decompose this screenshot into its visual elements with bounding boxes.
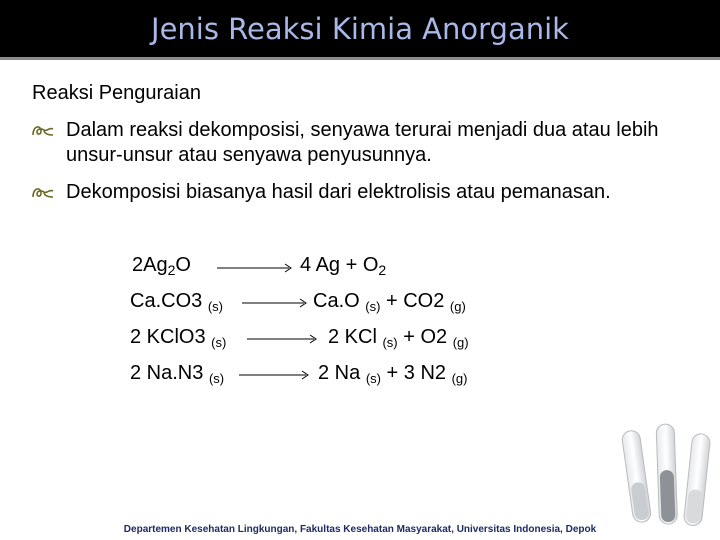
bullet-item xyxy=(30,180,720,205)
equation-4-product: 2 Na $_{(s)}$ + 3 N2 $_{(g)}$ xyxy=(318,362,468,386)
equation-3-product: 2 KCl $_{(s)}$ + O2 $_{(g)}$ xyxy=(328,326,469,350)
reaction-arrow xyxy=(237,369,312,381)
section-heading: Reaksi Penguraian xyxy=(32,82,201,104)
reaction-arrow xyxy=(240,297,310,309)
equation-4-reactant: 2 Na.N3 $_{(s)}$ xyxy=(130,362,225,386)
equation-3-reactant: 2 KClO3 $_{(s)}$ xyxy=(130,326,227,350)
equation-1-reactant: $2Ag_2O$ xyxy=(132,254,191,278)
footer-credit: Departemen Kesehatan Lingkungan, Fakultas Kesehatan Masyarakat, Universitas Indonesia, Depok xyxy=(123,524,597,535)
scroll-bullet-icon xyxy=(30,183,56,201)
title-bar xyxy=(0,0,720,60)
scroll-bullet-icon xyxy=(30,121,56,139)
equation-2-product: Ca.O $_{(s)}$ + CO2 $_{(g)}$ xyxy=(313,290,466,314)
bullet-text: Dalam reaksi dekomposisi, senyawa terurai menjadi dua atau lebih unsur-unsur atau senyawa penyusunnya. xyxy=(66,119,659,166)
equation-1-product: 4 $Ag + O_2$ xyxy=(300,254,387,278)
reaction-arrow xyxy=(245,333,320,345)
reaction-arrow xyxy=(215,262,295,274)
test-tubes-image xyxy=(600,420,720,538)
bullet-text: Dekomposisi biasanya hasil dari elektrolisis atau pemanasan. xyxy=(66,181,611,203)
slide-title: Jenis Reaksi Kimia Anorganik xyxy=(151,12,569,46)
equation-2-reactant: Ca.CO3 $_{(s)}$ xyxy=(130,290,223,314)
bullet-item xyxy=(30,118,670,168)
